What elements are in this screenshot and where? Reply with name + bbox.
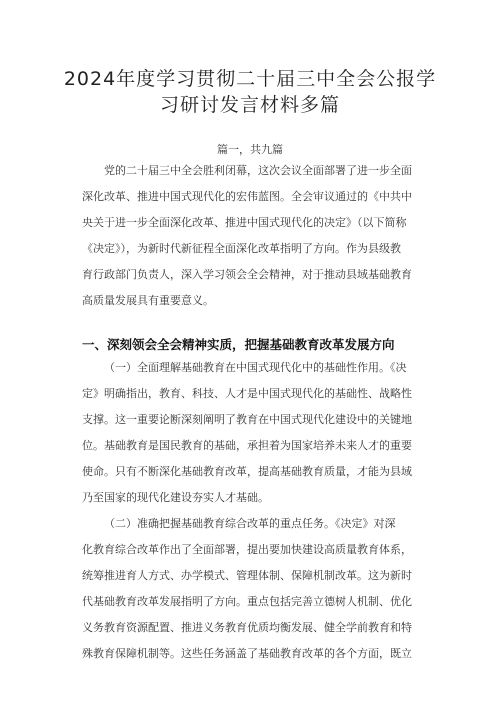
paragraph-line: （二）准确把握基础教育综合改革的重点任务。《决定》对深	[104, 517, 396, 530]
paragraph-line: 深化改革、推进中国式现代化的宏伟蓝图。全会审议通过的《中共中	[82, 190, 412, 203]
document-title-line-2: 习研讨发言材料多篇	[159, 94, 340, 116]
paragraph-line: 义务教育资源配置、推进义务教育优质均衡发展、健全学前教育和特	[82, 621, 412, 634]
paragraph-line: （一）全面理解基础教育在中国式现代化中的基础性作用。《决	[104, 361, 407, 374]
paragraph-line: 育行政部门负责人，深入学习领会全会精神，对于推动县域基础教育	[82, 268, 412, 281]
paragraph-line: 乃至国家的现代化建设夯实人才基础。	[82, 491, 269, 504]
paragraph-line: 殊教育保障机制等。这些任务涵盖了基础教育改革的各个方面，既立	[82, 647, 412, 660]
paragraph-line: 高质量发展具有重要意义。	[82, 294, 214, 307]
paragraph-section-1	[82, 355, 422, 511]
document-title-line-1: 2024年度学习贯彻二十届三中全会公报学	[63, 68, 437, 90]
document-title	[60, 66, 440, 118]
paragraph-line: 《决定》），为新时代新征程全面深化改革指明了方向。作为县级教	[82, 242, 401, 255]
paragraph-line: 定》明确指出，教育、科技、人才是中国式现代化的基础性、战略性	[82, 387, 412, 400]
paragraph-line: 使命。只有不断深化基础教育改革，提高基础教育质量，才能为县域	[82, 465, 412, 478]
section-heading: 一、深刻领会全会精神实质，把握基础教育改革发展方向	[82, 337, 395, 352]
paragraph-line: 支撑。这一重要论断深刻阐明了教育在中国式现代化建设中的关键地	[82, 413, 412, 426]
paragraph-line: 央关于进一步全面深化改革、推进中国式现代化的决定》（以下简称	[82, 216, 407, 229]
document-subtitle: 篇一，共九篇	[217, 143, 283, 156]
paragraph-line: 代基础教育改革发展指明了方向。重点包括完善立德树人机制、优化	[82, 595, 412, 608]
paragraph-line: 化教育综合改革作出了全面部署，提出要加快建设高质量教育体系，	[82, 543, 412, 556]
paragraph-line: 位。基础教育是国民教育的基础，承担着为国家培养未来人才的重要	[82, 439, 412, 452]
paragraph-section-2	[82, 511, 422, 667]
paragraph-line: 统筹推进育人方式、办学模式、管理体制、保障机制改革。这为新时	[82, 569, 412, 582]
paragraph-intro	[82, 158, 422, 314]
paragraph-line: 党的二十届三中全会胜利闭幕，这次会议全面部署了进一步全面	[104, 164, 412, 177]
